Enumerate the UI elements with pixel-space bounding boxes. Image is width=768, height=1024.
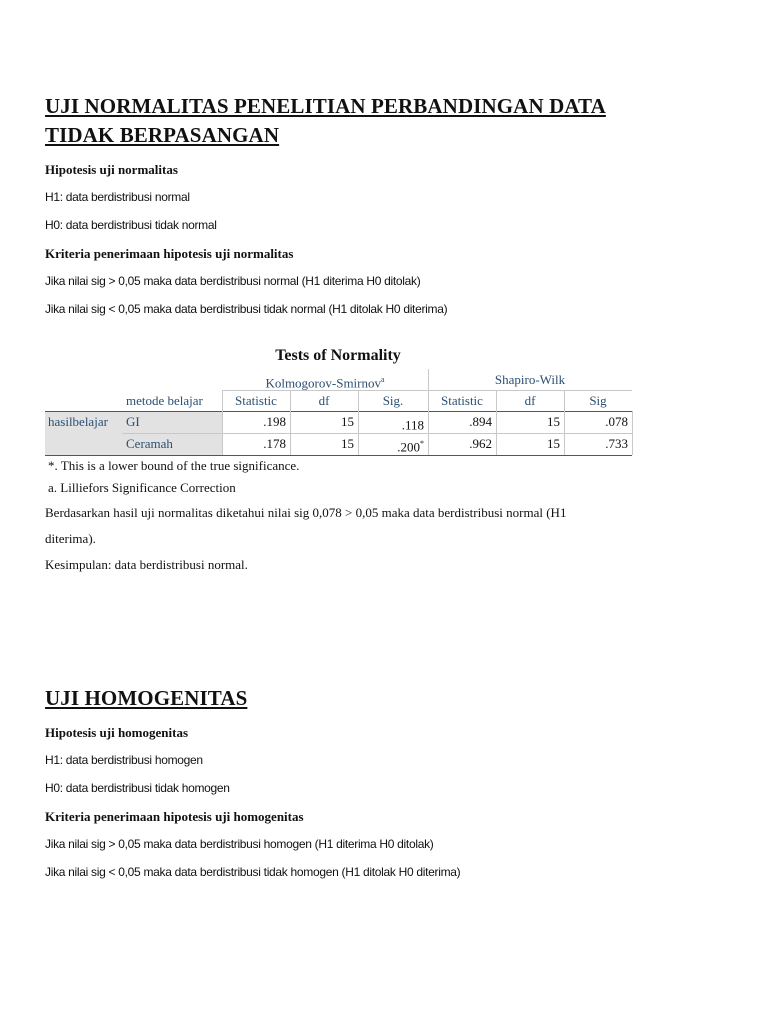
homogenitas-kriteria-1: Jika nilai sig > 0,05 maka data berdistribusi homogen (H1 diterima H0 ditolak) (45, 837, 434, 851)
table-rule (45, 455, 632, 456)
cell-ks-df-ceramah: 15 (341, 436, 354, 451)
row-variable-label: hasilbelajar (45, 411, 122, 455)
section-heading-normalitas-line1: UJI NORMALITAS PENELITIAN PERBANDINGAN DATA (45, 94, 606, 118)
table-rule (632, 411, 633, 455)
table-rule (358, 390, 359, 455)
col-header-sw-sig: Sig (589, 393, 607, 408)
cell-ks-stat-gi: .198 (263, 414, 286, 429)
kriteria-1: Jika nilai sig > 0,05 maka data berdistribusi normal (H1 diterima H0 ditolak) (45, 274, 421, 288)
table-rule (428, 369, 429, 455)
homogenitas-kriteria-2: Jika nilai sig < 0,05 maka data berdistribusi tidak homogen (H1 ditolak H0 diterima) (45, 865, 461, 879)
section-heading-homogenitas: UJI HOMOGENITAS (45, 686, 248, 710)
row-group-gi: GI (122, 411, 222, 433)
col-header-sw-statistic: Statistic (441, 393, 483, 408)
table-footnote-2: a. Lilliefors Significance Correction (48, 480, 236, 495)
col-header-ks-statistic: Statistic (235, 393, 277, 408)
cell-sw-sig-gi: .078 (605, 414, 628, 429)
conclusion-line-2: diterima). (45, 531, 96, 546)
table-rule (222, 390, 223, 455)
table-rule (45, 411, 632, 412)
cell-ks-stat-ceramah: .178 (263, 436, 286, 451)
cell-ks-sig-gi: .118 (401, 417, 424, 433)
cell-sw-stat-gi: .894 (469, 414, 492, 429)
col-header-factor: metode belajar (126, 393, 203, 408)
kriteria-2: Jika nilai sig < 0,05 maka data berdistribusi tidak normal (H1 ditolak H0 diterima) (45, 302, 448, 316)
row-group-ceramah: Ceramah (122, 433, 222, 455)
cell-sw-df-gi: 15 (547, 414, 560, 429)
homogenitas-h1: H1: data berdistribusi homogen (45, 753, 203, 767)
cell-ks-df-gi: 15 (341, 414, 354, 429)
table-rule (222, 390, 632, 391)
kriteria-title: Kriteria penerimaan hipotesis uji normalitas (45, 246, 294, 261)
section-heading-normalitas-line2: TIDAK BERPASANGAN (45, 123, 280, 147)
table-rule (290, 390, 291, 455)
homogenitas-h0: H0: data berdistribusi tidak homogen (45, 781, 230, 795)
cell-sw-sig-ceramah: .733 (605, 436, 628, 451)
group-header-ks: Kolmogorov-Smirnov$^a$ (265, 375, 385, 391)
table-footnote-1: *. This is a lower bound of the true significance. (48, 458, 300, 473)
homogenitas-hipotesis-title: Hipotesis uji homogenitas (45, 725, 189, 740)
homogenitas-kriteria-title: Kriteria penerimaan hipotesis uji homogenitas (45, 809, 304, 824)
table-title: Tests of Normality (275, 347, 401, 364)
conclusion-line-1: Berdasarkan hasil uji normalitas diketahui nilai sig 0,078 > 0,05 maka data berdistribusi normal (H1 (45, 505, 567, 520)
table-rule (122, 433, 632, 434)
table-rule (496, 390, 497, 455)
conclusion-line-3: Kesimpulan: data berdistribusi normal. (45, 557, 248, 572)
cell-ks-sig-ceramah: .200* (397, 439, 424, 455)
hypothesis-h1: H1: data berdistribusi normal (45, 190, 190, 204)
col-header-ks-df: df (318, 393, 330, 408)
col-header-sw-df: df (524, 393, 536, 408)
hypothesis-h0: H0: data berdistribusi tidak normal (45, 218, 217, 232)
col-header-ks-sig: Sig. (382, 393, 404, 408)
hipotesis-title: Hipotesis uji normalitas (45, 162, 178, 177)
cell-sw-stat-ceramah: .962 (469, 436, 492, 451)
table-rule (564, 390, 565, 455)
cell-sw-df-ceramah: 15 (547, 436, 560, 451)
group-header-sw: Shapiro-Wilk (494, 372, 566, 387)
